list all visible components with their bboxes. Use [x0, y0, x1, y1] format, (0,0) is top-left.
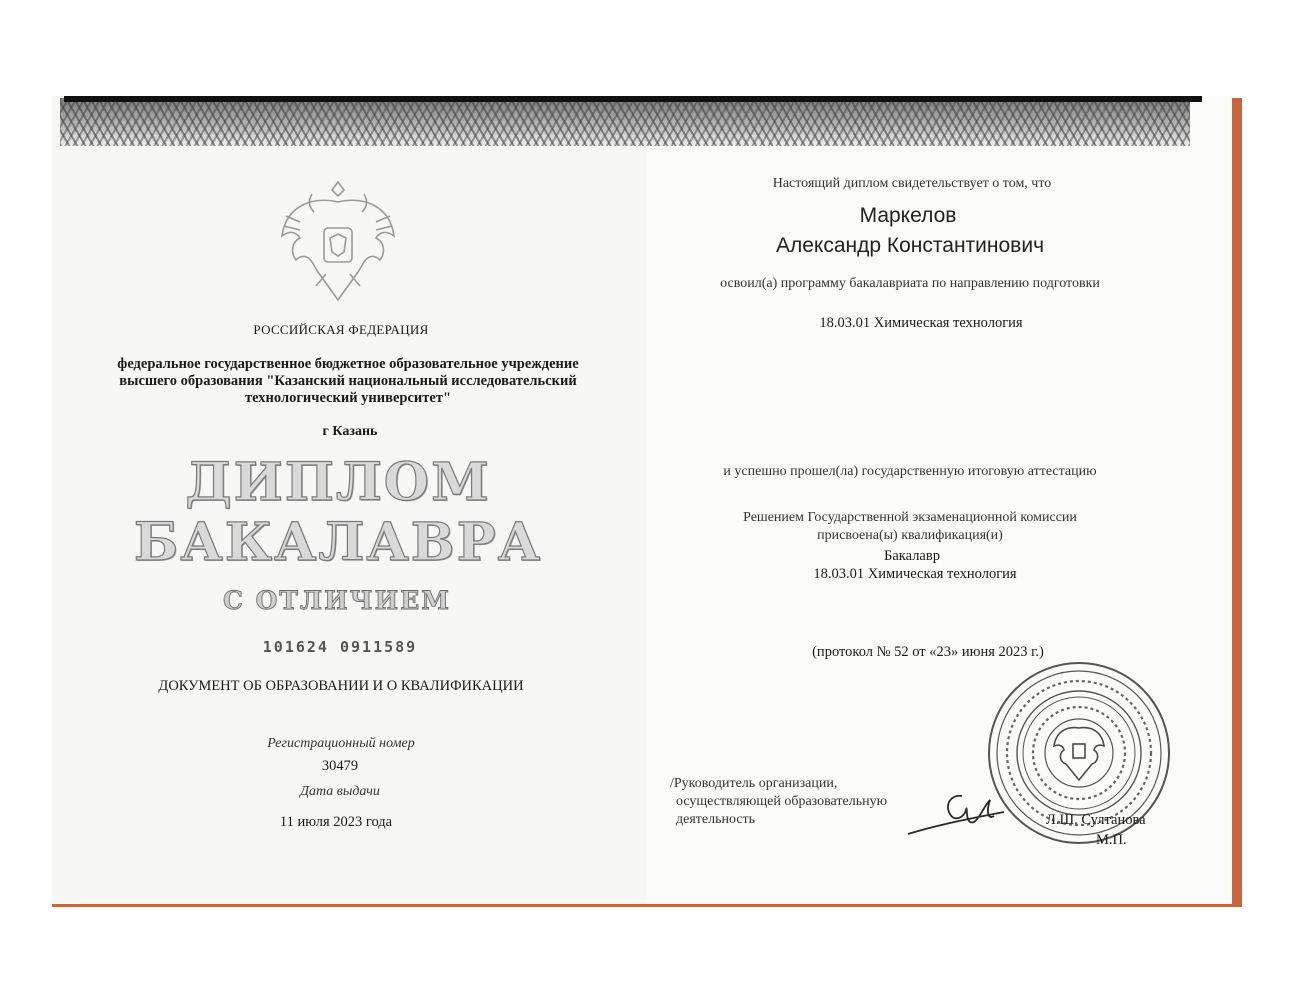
- issue-date: 11 июля 2023 года: [279, 814, 393, 830]
- protocol: (протокол № 52 от «23» июня 2023 г.): [812, 644, 1044, 660]
- seal-mark: М.П.: [1096, 832, 1127, 848]
- reg-number: 30479: [321, 758, 359, 774]
- country-name: РОССИЙСКАЯ ФЕДЕРАЦИЯ: [253, 322, 429, 337]
- head-title-line-1: /Руководитель организации,: [670, 776, 838, 791]
- institution-line-3: технологический университет": [245, 390, 451, 406]
- program-name: 18.03.01 Химическая технология: [819, 315, 1023, 331]
- coat-of-arms-icon: [272, 176, 404, 308]
- title-diploma: ДИПЛОМ: [185, 452, 491, 513]
- certify-intro: Настоящий диплом свидетельствует о том, что: [772, 176, 1052, 191]
- decision-line-1: Решением Государственной экзаменационной комиссии: [743, 510, 1077, 525]
- institution-line-1: федеральное государственное бюджетное образовательное учреждение: [117, 356, 579, 372]
- reg-number-label: Регистрационный номер: [267, 736, 415, 751]
- cover-edge: [1232, 98, 1242, 906]
- serial-number: 101624 0911589: [262, 638, 418, 656]
- graduate-surname: Маркелов: [859, 204, 957, 227]
- head-title-line-3: деятельность: [676, 812, 756, 827]
- city: г Казань: [322, 424, 378, 439]
- issue-date-label: Дата выдачи: [300, 784, 380, 799]
- decision-line-2: присвоена(ы) квалификация(и): [817, 528, 1003, 543]
- program-statement: освоил(а) программу бакалавриата по направлению подготовки: [720, 276, 1100, 291]
- qualification-program: 18.03.01 Химическая технология: [813, 566, 1017, 582]
- signature-icon: [904, 782, 1014, 842]
- head-name: Л.Ш. Султанова: [1046, 812, 1146, 828]
- attestation-statement: и успешно прошел(ла) государственную итоговую аттестацию: [723, 464, 1097, 479]
- graduate-given-names: Александр Константинович: [775, 234, 1045, 257]
- distinction-label: С ОТЛИЧИЕМ: [223, 586, 451, 615]
- institution-line-2: высшего образования "Казанский национальный исследовательский: [119, 373, 577, 389]
- guilloche-band: [60, 98, 1190, 146]
- top-border-line: [64, 96, 1202, 102]
- title-bachelor: БАКАЛАВРА: [133, 512, 543, 573]
- qualification: Бакалавр: [884, 548, 940, 564]
- document-type: ДОКУМЕНТ ОБ ОБРАЗОВАНИИ И О КВАЛИФИКАЦИИ: [158, 678, 524, 694]
- head-title-line-2: осуществляющей образовательную: [676, 794, 888, 809]
- cover-edge-bottom: [52, 904, 1242, 907]
